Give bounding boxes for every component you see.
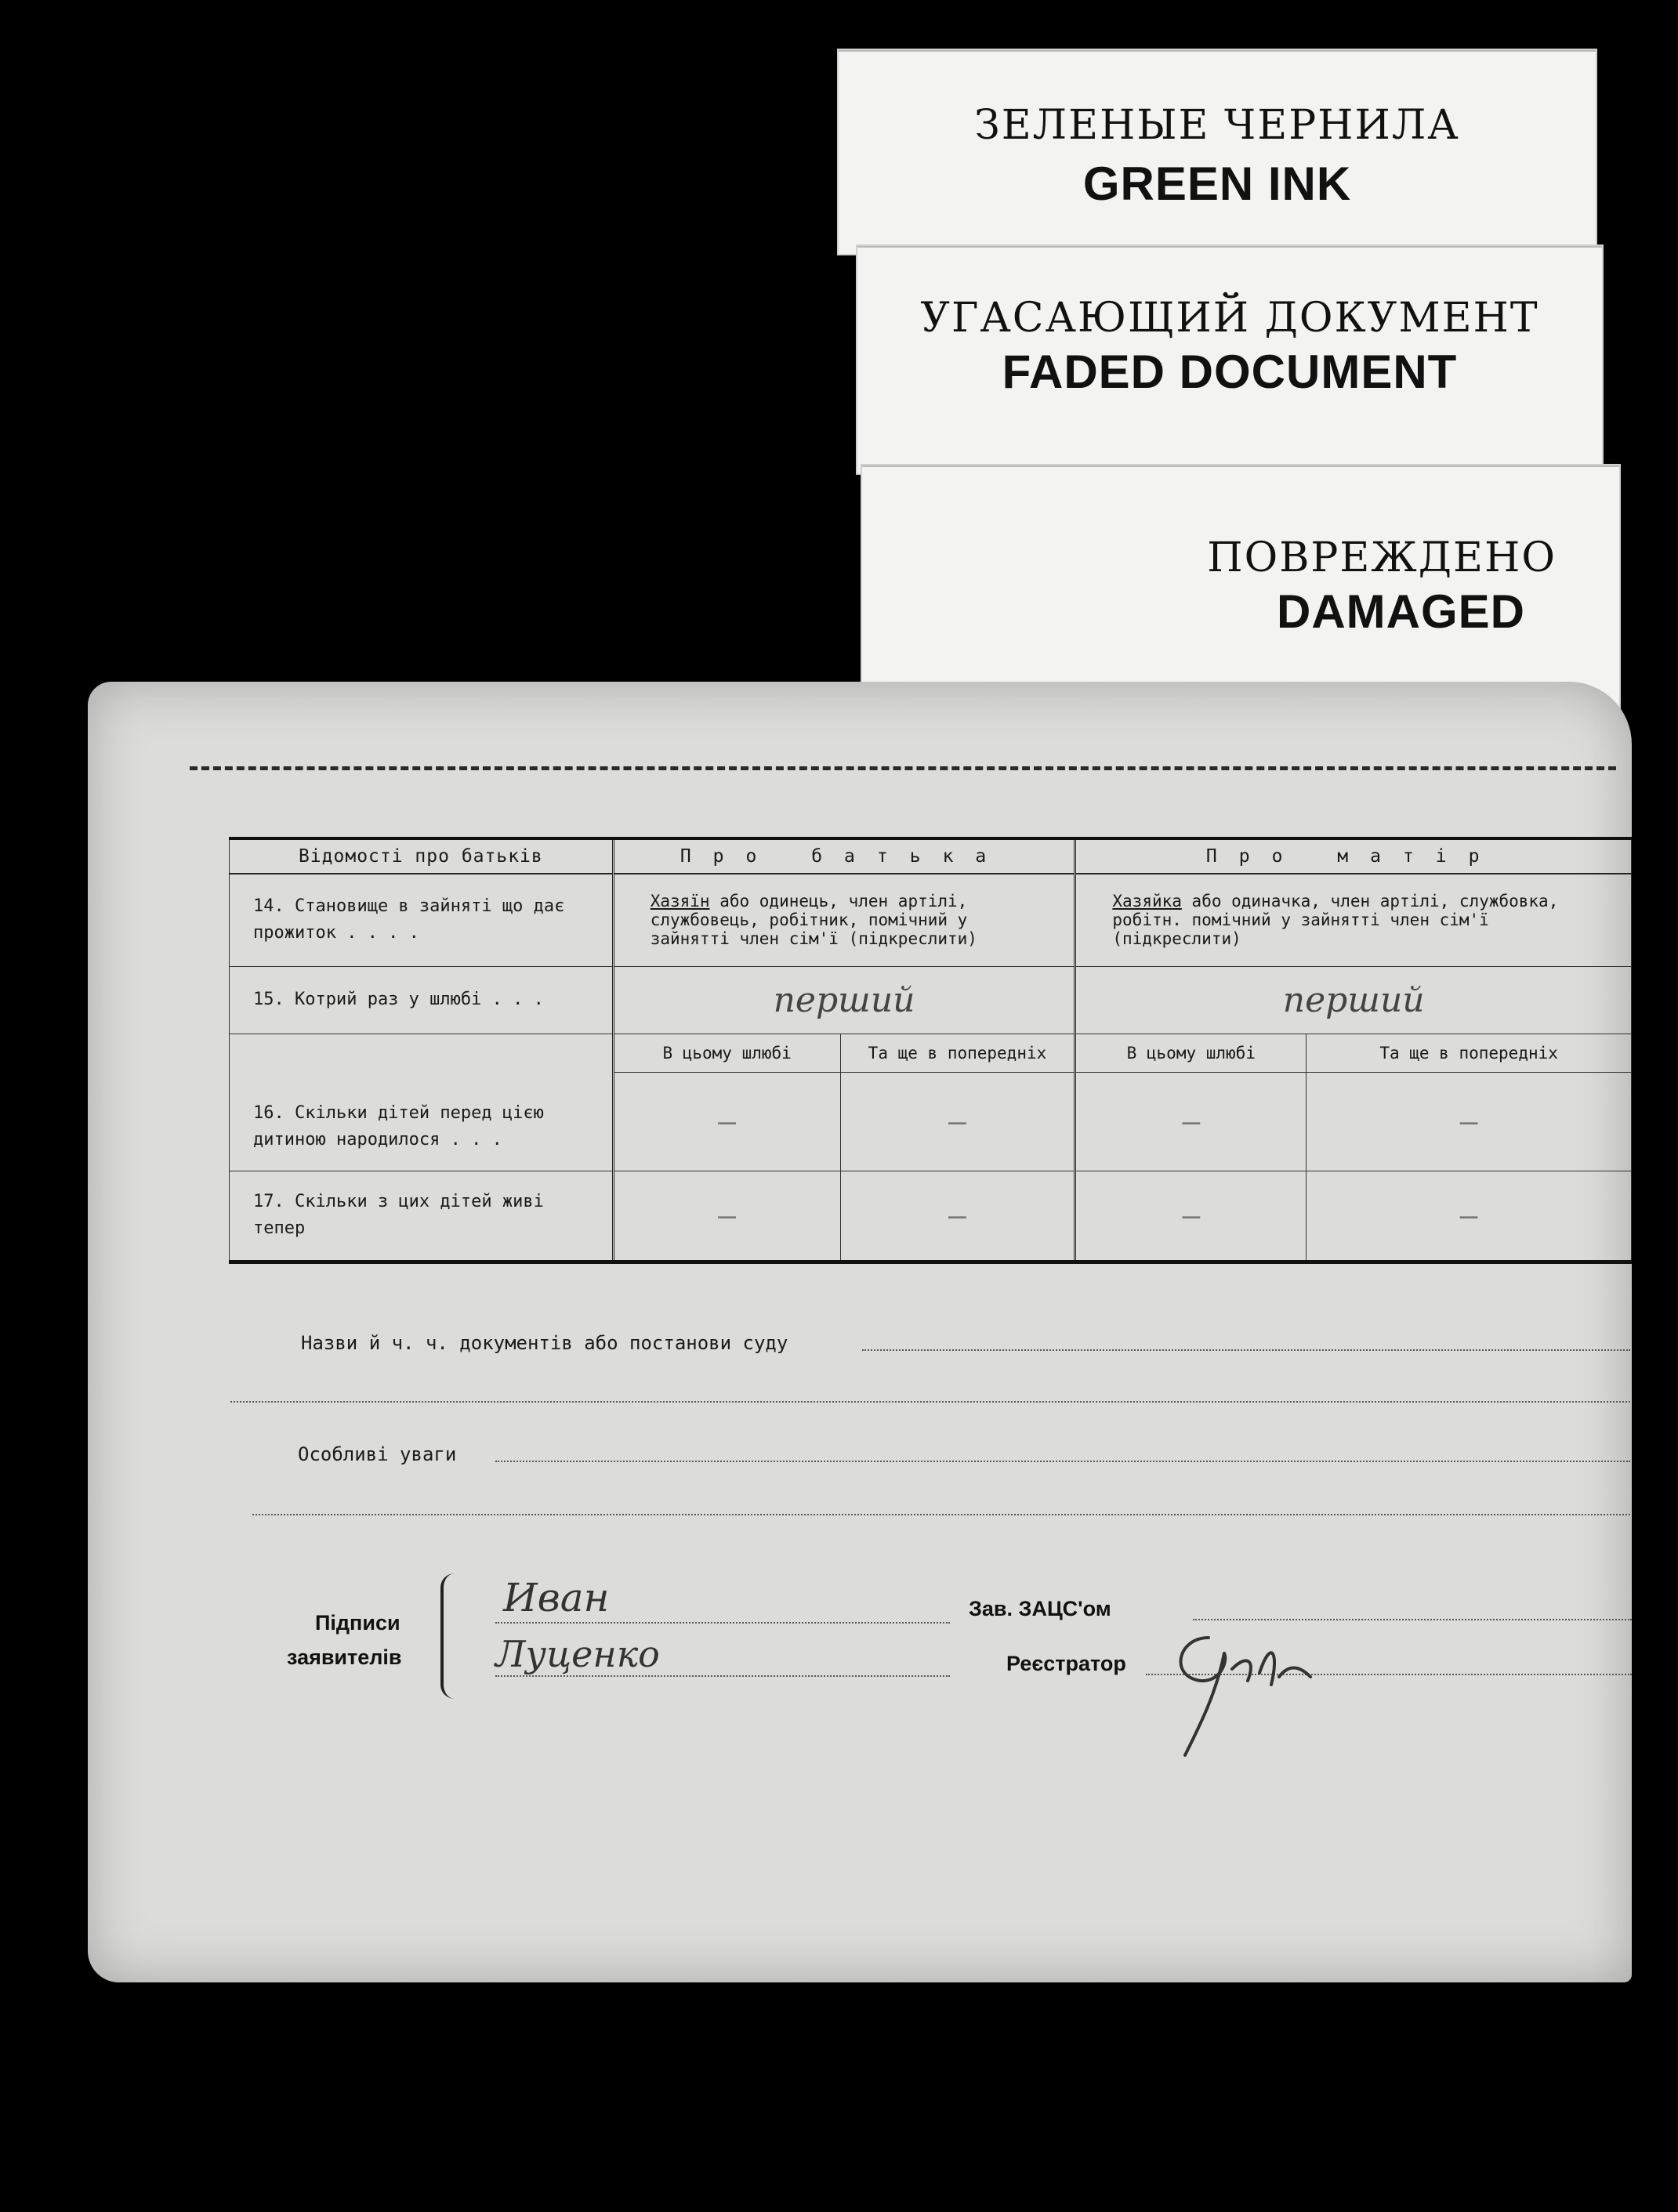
table-row-q17 — [230, 1171, 1632, 1262]
signature-line-2 — [495, 1675, 950, 1677]
header-parents-info: Відомості про батьків — [230, 838, 614, 874]
father-marriage-count: перший — [613, 966, 1075, 1034]
card-russian-text: УГАСАЮЩИЙ ДОКУМЕНТ — [920, 295, 1539, 342]
head-of-registry-label: Зав. ЗАЦС'ом — [969, 1597, 1111, 1620]
subheader-father-previous: Та ще в попередніх — [840, 1034, 1075, 1072]
green-ink-card — [837, 49, 1597, 255]
header-about-father: Про батька — [613, 838, 1075, 874]
question-17-label: 17. Скільки з цих дітей живі тепер — [230, 1171, 614, 1262]
subheader-mother-this-marriage: В цьому шлюбі — [1075, 1034, 1307, 1072]
question-15-label: 15. Котрий раз у шлюбі . . . — [230, 966, 614, 1034]
card-russian-text: ЗЕЛЕНЫЕ ЧЕРНИЛА — [974, 102, 1460, 149]
card-english-text: DAMAGED — [1277, 585, 1525, 638]
q16-father-this-marriage: — — [613, 1072, 840, 1171]
father-options-text: або одинець, член артілі, службовець, робітник, помічний у зайнятті член сім'ї (підкреслити) — [650, 892, 977, 949]
q17-father-previous: — — [840, 1171, 1075, 1262]
q17-father-this-marriage: — — [613, 1171, 840, 1262]
question-14-label: 14. Становище в зайняті що дає прожиток . . . . — [230, 874, 614, 966]
registrar-signature-mark — [1154, 1606, 1357, 1763]
card-english-text: FADED DOCUMENT — [1002, 346, 1458, 398]
table-row-q14 — [230, 874, 1632, 966]
registration-form-page — [88, 682, 1632, 1982]
q17-mother-this-marriage: — — [1075, 1171, 1307, 1262]
applicant-signature-1: Иван — [503, 1575, 610, 1620]
table-subheader-row — [230, 1034, 1632, 1072]
remarks-label: Особливі уваги — [298, 1443, 457, 1465]
documents-dotted-line-2 — [230, 1401, 1630, 1403]
mother-underlined-option: Хазяйка — [1112, 892, 1182, 911]
signature-line-1 — [495, 1622, 950, 1624]
table-header-row — [230, 838, 1632, 874]
remarks-dotted-line-2 — [252, 1514, 1630, 1515]
subheader-mother-previous: Та ще в попередніх — [1307, 1034, 1632, 1072]
mother-marriage-count: перший — [1075, 966, 1632, 1034]
question-16-label: 16. Скільки дітей перед цією дитиною народилося . . . — [230, 1034, 614, 1171]
q16-father-previous: — — [840, 1072, 1075, 1171]
father-underlined-option: Хазяїн — [650, 892, 710, 911]
documents-dotted-line — [862, 1349, 1630, 1351]
remarks-dotted-line — [495, 1461, 1630, 1462]
perforation-line — [190, 766, 1616, 770]
card-english-text: GREEN INK — [1082, 157, 1352, 210]
mother-options-text: або одиначка, член артілі, службовка, робітн. помічний у зайнятті член сім'ї (підкреслити) — [1112, 892, 1559, 949]
q16-mother-previous: — — [1307, 1072, 1632, 1171]
father-occupation-options — [613, 874, 1075, 966]
header-about-mother: Про матір — [1075, 838, 1632, 874]
q17-mother-previous: — — [1307, 1171, 1632, 1262]
faded-document-card — [856, 244, 1604, 475]
subheader-father-this-marriage: В цьому шлюбі — [613, 1034, 840, 1072]
applicants-brace — [440, 1573, 461, 1699]
parents-info-table — [229, 837, 1632, 1264]
table-row-q15 — [230, 966, 1632, 1034]
mother-occupation-options — [1075, 874, 1632, 966]
applicants-signatures-label-1: Підписи — [315, 1611, 400, 1635]
documents-label: Назви й ч. ч. документів або постанови суду — [301, 1332, 788, 1354]
applicant-signature-2: Луценко — [495, 1633, 660, 1675]
applicants-signatures-label-2: заявителів — [287, 1645, 402, 1669]
q16-mother-this-marriage: — — [1075, 1072, 1307, 1171]
card-russian-text: ПОВРЕЖДЕНО — [1207, 534, 1557, 581]
registrar-label: Реєстратор — [1006, 1652, 1126, 1675]
